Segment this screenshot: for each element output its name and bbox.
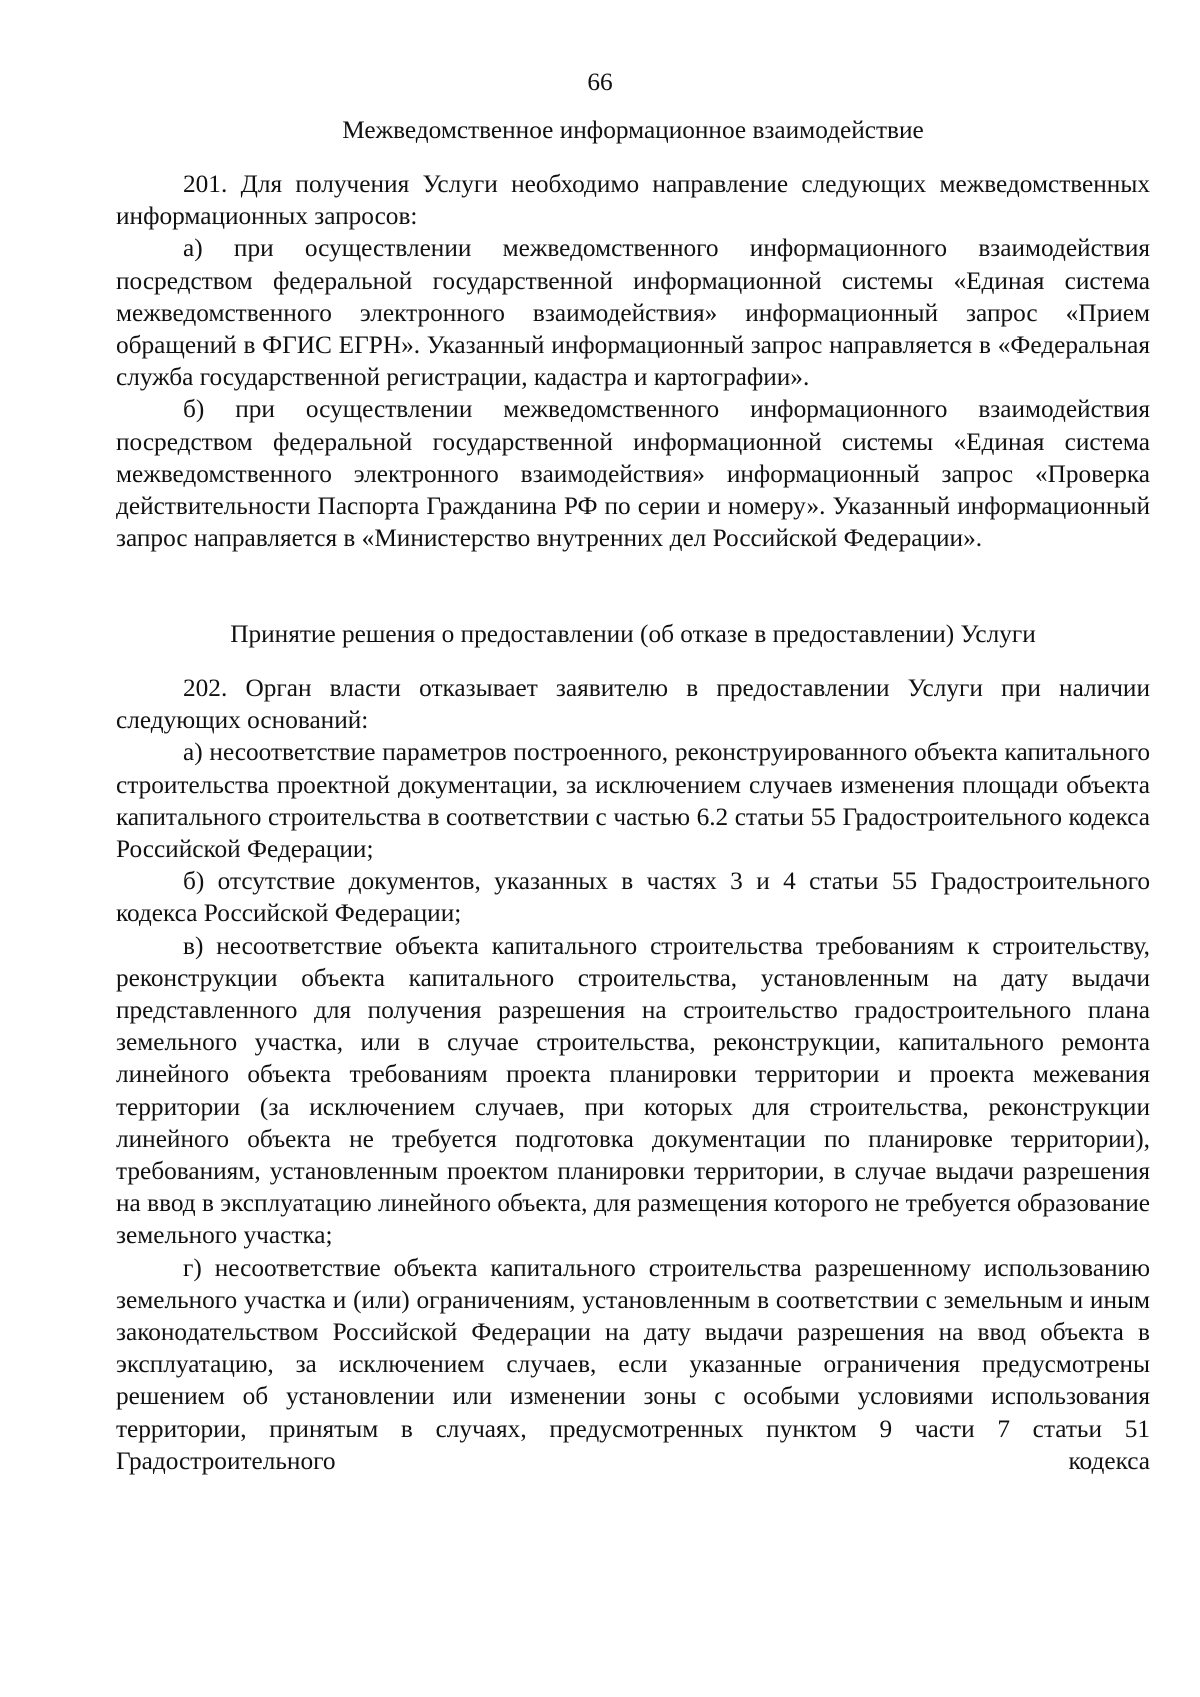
paragraph-202-a: а) несоответствие параметров построенного, реконструированного объекта капитального строительства проектной документации, за исключением случаев изменения площади объекта капитального строительства в соответствии с частью 6.2 статьи 55 Градостроительного кодекса Российской Федерации; [116, 738, 1150, 864]
paragraph-202-b: б) отсутствие документов, указанных в частях 3 и 4 статьи 55 Градостроительного кодекса Российской Федерации; [116, 867, 1150, 928]
paragraph-201-a: а) при осуществлении межведомственного информационного взаимодействия посредством федеральной государственной информационной системы «Единая система межведомственного электронного взаимодействия» информационный запрос «Прием обращений в ФГИС ЕГРН». Указанный информационный запрос направляется в «Федеральная служба государственной регистрации, кадастра и картографии». [116, 234, 1150, 392]
section-heading-decision: Принятие решения о предоставлении (об отказе в предоставлении) Услуги [230, 620, 1036, 648]
paragraph-202-v: в) несоответствие объекта капитального строительства требованиям к строительству, реконструкции объекта капитального строительства, установленным на дату выдачи представленного для получения разрешения на строительство градостроительного плана земельного участка, или в случае строительства, реконструкции, капитального ремонта линейного объекта требованиям проекта планировки территории и проекта межевания территории (за исключением случаев, при которых для строительства, реконструкции линейного объекта не требуется подготовка документации по планировке территории), требованиям, установленным проектом планировки территории, в случае выдачи разрешения на ввод в эксплуатацию линейного объекта, для размещения которого не требуется образование земельного участка; [116, 931, 1150, 1250]
page-number: 66 [587, 68, 613, 96]
section-heading-interagency: Межведомственное информационное взаимодействие [342, 116, 924, 144]
paragraph-202: 202. Орган власти отказывает заявителю в предоставлении Услуги при наличии следующих оснований: [116, 674, 1150, 735]
paragraph-201: 201. Для получения Услуги необходимо направление следующих межведомственных информационных запросов: [116, 170, 1150, 231]
paragraph-202-g: г) несоответствие объекта капитального строительства разрешенному использованию земельного участка и (или) ограничениям, установленным в соответствии с земельным и иным законодательством Российской Федерации на дату выдачи разрешения на ввод объекта в эксплуатацию, за исключением случаев, если указанные ограничения предусмотрены решением об установлении или изменении зоны с особыми условиями использования территории, принятым в случаях, предусмотренных пунктом 9 части 7 статьи 51 Градостроительного кодекса [116, 1253, 1150, 1475]
section-body-decision [116, 672, 1150, 1477]
paragraph-201-b: б) при осуществлении межведомственного информационного взаимодействия посредством федеральной государственной информационной системы «Единая система межведомственного электронного взаимодействия» информационный запрос «Проверка действительности Паспорта Гражданина РФ по серии и номеру». Указанный информационный запрос направляется в «Министерство внутренних дел Российской Федерации». [116, 395, 1150, 553]
section-body-interagency [116, 168, 1150, 554]
